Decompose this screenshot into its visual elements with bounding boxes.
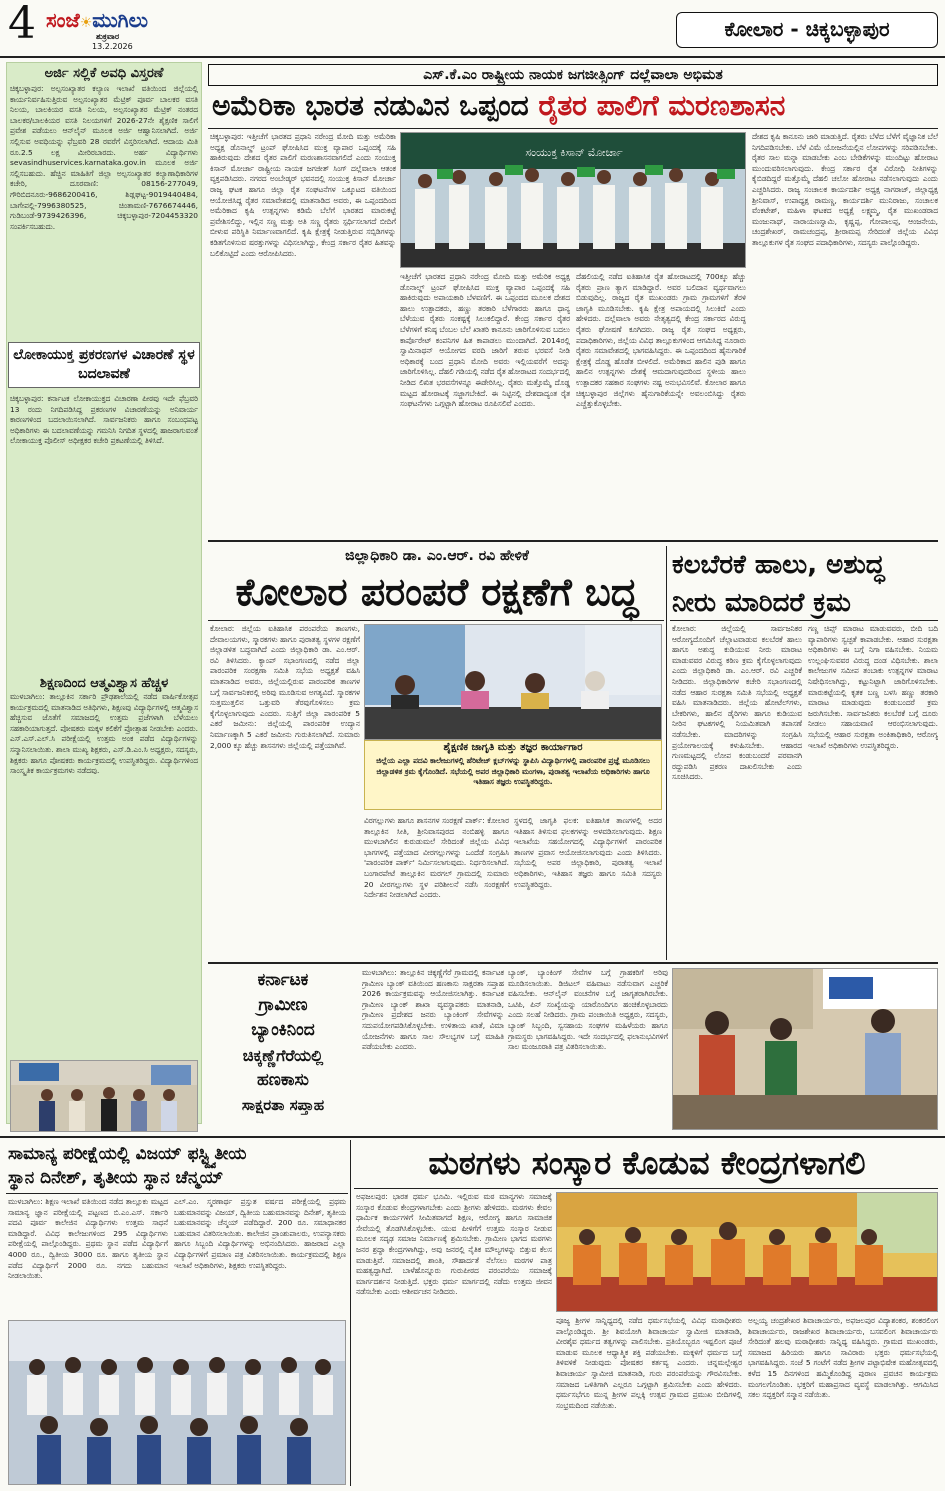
bank-headline-line-3: ಬ್ಯಾಂಕಿನಿಂದ	[251, 1020, 315, 1040]
issue-date: 13.2.2026	[92, 42, 133, 51]
exam-rule	[6, 1193, 348, 1194]
top-col-3: ದೆಹಲಿಯಲ್ಲಿ ನಡೆದ ಐತಿಹಾಸಿಕ ರೈತ ಹೋರಾಟದಲ್ಲಿ 700ಕ್ಕೂ ಹೆಚ್ಚು ರೈತರು ಪ್ರಾಣ ತ್ಯಾಗ ಮಾಡಿದ್ದಾರೆ. ಅವರ ಬಲಿದಾನ ವ್ಯರ್ಥವಾಗಲು ಬಿಡುವುದಿಲ್ಲ. ರಾಜ್ಯದ ರೈತ ಮುಖಂಡರು ಗ್ರಾಮ ಗ್ರಾಮಗಳಿಗೆ ತೆರಳಿ ಜಾಗೃತಿ ಮೂಡಿಸಬೇಕು. ಕೃಷಿ ಕ್ಷೇತ್ರ ಅಪಾಯದಲ್ಲಿ ಸಿಲುಕಿದೆ ಎಂದು ಹೇಳಿದರು. ದಲ್ಲೆವಾಲಾ ಅವರು ನೇತೃತ್ವದಲ್ಲಿ ಕೇಂದ್ರ ಸರ್ಕಾರದ ವಿರುದ್ಧ ರೈತರು ಘೋಷಣೆ ಕೂಗಿದರು. ರಾಜ್ಯ ರೈತ ಸಂಘದ ಅಧ್ಯಕ್ಷರು, ಪದಾಧಿಕಾರಿಗಳು, ಜಿಲ್ಲೆಯ ವಿವಿಧ ತಾಲ್ಲೂಕುಗಳಿಂದ ಆಗಮಿಸಿದ್ದ ನೂರಾರು ರೈತರು ಸಮಾವೇಶದಲ್ಲಿ ಭಾಗವಹಿಸಿದ್ದರು. ಈ ಒಪ್ಪಂದದಿಂದ ಹೈನುಗಾರಿಕೆ ಕ್ಷೇತ್ರಕ್ಕೆ ದೊಡ್ಡ ಹೊಡೆತ ಬೀಳಲಿದೆ. ಅಮೆರಿಕಾದ ಹಾಲಿನ ಪುಡಿ ಹಾಗೂ ಹಾಲಿನ ಉತ್ಪನ್ನಗಳು ದೇಶಕ್ಕೆ ಆಮದಾಗುವುದರಿಂದ ಸ್ಥಳೀಯ ಹಾಲು ಉತ್ಪಾದಕರ ಸಹಕಾರ ಸಂಘಗಳು ನಷ್ಟ ಅನುಭವಿಸಲಿವೆ. ಕೋಲಾರ ಹಾಗೂ ಚಿಕ್ಕಬಳ್ಳಾಪುರ ಜಿಲ್ಲೆಗಳು ಹೈನುಗಾರಿಕೆಯನ್ನೇ ಅವಲಂಬಿಸಿದ್ದು ರೈತರು ಎಚ್ಚೆತ್ತುಕೊಳ್ಳಬೇಕು.	[576, 272, 746, 409]
sun-icon: ☀	[79, 15, 93, 31]
lower-rule	[0, 1136, 945, 1138]
mutt-col-1: ಅಫಜಲಪುರ: ಭಾರತ ಧರ್ಮ ಭೂಮಿ. ಇಲ್ಲಿರುವ ಮಠ ಮಾನ್ಯಗಳು ಸಮಾಜಕ್ಕೆ ಸಂಸ್ಕಾರ ಕೊಡುವ ಕೇಂದ್ರಗಳಾಗಬೇಕು ಎಂದು ಶ್ರೀಗಳು ಹೇಳಿದರು. ಮಠಗಳು ಕೇವಲ ಧಾರ್ಮಿಕ ಕಾರ್ಯಗಳಿಗೆ ಸೀಮಿತವಾಗದೆ ಶಿಕ್ಷಣ, ಆರೋಗ್ಯ ಹಾಗೂ ಸಾಮಾಜಿಕ ಸೇವೆಯಲ್ಲಿ ತೊಡಗಿಸಿಕೊಳ್ಳಬೇಕು. ಯುವ ಪೀಳಿಗೆಗೆ ಉತ್ತಮ ಸಂಸ್ಕಾರ ನೀಡುವ ಮೂಲಕ ಸದೃಢ ಸಮಾಜ ನಿರ್ಮಾಣಕ್ಕೆ ಶ್ರಮಿಸಬೇಕು. ಗ್ರಾಮೀಣ ಭಾಗದ ಮಠಗಳು ಜನರ ಶ್ರದ್ಧಾ ಕೇಂದ್ರಗಳಾಗಿದ್ದು, ಅವು ಜನರಲ್ಲಿ ನೈತಿಕ ಮೌಲ್ಯಗಳನ್ನು ಬಿತ್ತುವ ಕೆಲಸ ಮಾಡುತ್ತಿವೆ. ಸಮಾಜದಲ್ಲಿ ಶಾಂತಿ, ಸೌಹಾರ್ದತೆ ನೆಲೆಸಲು ಮಠಗಳ ಪಾತ್ರ ಮಹತ್ವದ್ದಾಗಿದೆ. ಬಾಳೆಹೊನ್ನೂರು ಗುರುಪೀಠದ ಪರಂಪರೆಯು ಸಮಾಜಕ್ಕೆ ಮಾರ್ಗದರ್ಶನ ನೀಡುತ್ತಿದೆ. ಭಕ್ತರು ಧರ್ಮ ಮಾರ್ಗದಲ್ಲಿ ನಡೆದು ಉತ್ತಮ ಜೀವನ ನಡೆಸಬೇಕು ಎಂದು ಆಶೀರ್ವಚನ ನೀಡಿದರು.	[356, 1192, 552, 1297]
sidebar-photo	[10, 1060, 198, 1132]
bank-photo	[672, 968, 938, 1130]
mutt-col-2: ಪೂಜ್ಯ ಶ್ರೀಗಳ ಸಾನ್ನಿಧ್ಯದಲ್ಲಿ ನಡೆದ ಧರ್ಮಸಭೆಯಲ್ಲಿ ವಿವಿಧ ಮಠಾಧೀಶರು ಪಾಲ್ಗೊಂಡಿದ್ದರು. ಶ್ರೀ ಶಿವಯೋಗಿ ಶಿವಾಚಾರ್ಯ ಸ್ವಾಮೀಜಿ ಮಾತನಾಡಿ, ವೀರಶೈವ ಧರ್ಮದ ತತ್ವಗಳನ್ನು ಪಾಲಿಸಬೇಕು. ಪ್ರತಿಯೊಬ್ಬರೂ ಇಷ್ಟಲಿಂಗ ಪೂಜೆ ಮಾಡುವ ಮೂಲಕ ಆಧ್ಯಾತ್ಮಿಕ ಶಕ್ತಿ ಪಡೆಯಬೇಕು. ಮಕ್ಕಳಿಗೆ ಧರ್ಮದ ಬಗ್ಗೆ ತಿಳಿವಳಿಕೆ ನೀಡುವುದು ಪೋಷಕರ ಕರ್ತವ್ಯ ಎಂದರು. ಚನ್ನಮಲ್ಲೇಶ್ವರ ಶಿವಾಚಾರ್ಯ ಸ್ವಾಮೀಜಿ ಮಾತನಾಡಿ, ಗುರು ಪರಂಪರೆಯನ್ನು ಗೌರವಿಸಬೇಕು. ಸಮಾಜದ ಒಳಿತಿಗಾಗಿ ಎಲ್ಲರೂ ಒಗ್ಗಟ್ಟಾಗಿ ಶ್ರಮಿಸಬೇಕು ಎಂದು ಹೇಳಿದರು. ಧರ್ಮಸಭೆಗೂ ಮುನ್ನ ಶ್ರೀಗಳ ಪಲ್ಲಕ್ಕಿ ಉತ್ಸವ ಗ್ರಾಮದ ಪ್ರಮುಖ ಬೀದಿಗಳಲ್ಲಿ ಸಂಭ್ರಮದಿಂದ ನಡೆಯಿತು.	[556, 1316, 742, 1410]
sidebar-body-3: ಮುಳಬಾಗಿಲು: ತಾಲ್ಲೂಕಿನ ಸರ್ಕಾರಿ ಪ್ರೌಢಶಾಲೆಯಲ್ಲಿ ನಡೆದ ವಾರ್ಷಿಕೋತ್ಸವ ಕಾರ್ಯಕ್ರಮದಲ್ಲಿ ಮಾತನಾಡಿದ ಅತಿಥಿಗಳು, ಶಿಕ್ಷಣವು ವಿದ್ಯಾರ್ಥಿಗಳಲ್ಲಿ ಆತ್ಮವಿಶ್ವಾಸ ಹೆಚ್ಚಿಸುವ ಜೊತೆಗೆ ಸಮಾಜದಲ್ಲಿ ಉತ್ತಮ ಪ್ರಜೆಗಳಾಗಿ ಬೆಳೆಯಲು ಸಹಕಾರಿಯಾಗುತ್ತದೆ. ಪೋಷಕರು ಮಕ್ಕಳ ಕಲಿಕೆಗೆ ಪ್ರೋತ್ಸಾಹ ನೀಡಬೇಕು ಎಂದರು. ಎಸ್.ಎಸ್.ಎಲ್.ಸಿ ಪರೀಕ್ಷೆಯಲ್ಲಿ ಉತ್ತಮ ಅಂಕ ಪಡೆದ ವಿದ್ಯಾರ್ಥಿಗಳನ್ನು ಸನ್ಮಾನಿಸಲಾಯಿತು. ಶಾಲಾ ಮುಖ್ಯ ಶಿಕ್ಷಕರು, ಎಸ್.ಡಿ.ಎಂ.ಸಿ ಅಧ್ಯಕ್ಷರು, ಸದಸ್ಯರು, ಶಿಕ್ಷಕರು ಹಾಗೂ ಪೋಷಕರು ಕಾರ್ಯಕ್ರಮದಲ್ಲಿ ಉಪಸ್ಥಿತರಿದ್ದರು. ವಿದ್ಯಾರ್ಥಿಗಳಿಂದ ಸಾಂಸ್ಕೃತಿಕ ಕಾರ್ಯಕ್ರಮಗಳು ನಡೆದವು.	[10, 692, 198, 776]
kolar-caption-body: ಜಿಲ್ಲೆಯ ಎಲ್ಲಾ ಪದವಿ ಕಾಲೇಜುಗಳಲ್ಲಿ ಹೆರಿಟೇಜ್ ಕ್ಲಬ್‌ಗಳನ್ನು ಸ್ಥಾಪಿಸಿ ವಿದ್ಯಾರ್ಥಿಗಳಲ್ಲಿ ಪಾರಂಪರಿಕ ಪ್ರಜ್ಞೆ ಮೂಡಿಸಲು ಜಿಲ್ಲಾಡಳಿತ ಕ್ರಮ ಕೈಗೊಂಡಿದೆ. ಸಭೆಯಲ್ಲಿ ಅಪರ ಜಿಲ್ಲಾಧಿಕಾರಿ ಮಂಗಳಾ, ಪುರಾತತ್ವ ಇಲಾಖೆಯ ಅಧಿಕಾರಿಗಳು ಹಾಗೂ ಇತಿಹಾಸ ತಜ್ಞರು ಉಪಸ್ಥಿತರಿದ್ದರು.	[376, 756, 650, 787]
top-headline-rule	[208, 128, 938, 129]
students-group-photo	[9, 1321, 346, 1485]
paper-name-red: ಸಂಜೆ	[46, 8, 80, 32]
bank-headline-line-5: ಹಣಕಾಸು	[257, 1070, 309, 1090]
kolar-caption-title: ಶೈಕ್ಷಣಿಕ ಜಾಗೃತಿ ಮತ್ತು ತಜ್ಞರ ಕಾರ್ಯಾಗಾರ	[443, 742, 583, 753]
sidebar-head-2: ಲೋಕಾಯುಕ್ತ ಪ್ರಕರಣಗಳ ವಿಚಾರಣೆ ಸ್ಥಳ ಬದಲಾವಣೆ	[13, 347, 195, 382]
vertical-rule-2	[350, 1140, 351, 1486]
section-label: ಕೋಲಾರ - ಚಿಕ್ಕಬಳ್ಳಾಪುರ	[724, 17, 890, 41]
milk-rule	[670, 620, 938, 621]
exam-headline-2: ಸ್ಥಾನ ದಿನೇಶ್, ತೃತೀಯ ಸ್ಥಾನ ಚೆನ್ಮಯ್	[8, 1168, 224, 1188]
mutt-rule	[354, 1188, 938, 1189]
exam-col-1: ಮುಳಬಾಗಿಲು: ಶಿಕ್ಷಣ ಇಲಾಖೆ ವತಿಯಿಂದ ನಡೆದ ತಾಲ್ಲೂಕು ಮಟ್ಟದ ಸಾಮಾನ್ಯ ಜ್ಞಾನ ಪರೀಕ್ಷೆಯಲ್ಲಿ ಪಟ್ಟಣದ ಬಿ.ಎಂ.ಎಸ್. ಸರ್ಕಾರಿ ಪದವಿ ಪೂರ್ವ ಕಾಲೇಜಿನ ವಿದ್ಯಾರ್ಥಿಗಳು ಉತ್ತಮ ಸಾಧನೆ ಮಾಡಿದ್ದಾರೆ. ವಿವಿಧ ಕಾಲೇಜುಗಳಿಂದ 295 ವಿದ್ಯಾರ್ಥಿಗಳು ಪರೀಕ್ಷೆಯಲ್ಲಿ ಪಾಲ್ಗೊಂಡಿದ್ದರು. ಪ್ರಥಮ ಸ್ಥಾನ ಪಡೆದ ವಿದ್ಯಾರ್ಥಿಗೆ 4000 ರೂ., ದ್ವಿತೀಯ 3000 ರೂ. ಹಾಗೂ ತೃತೀಯ ಸ್ಥಾನ ಪಡೆದ ವಿದ್ಯಾರ್ಥಿಗೆ 2000 ರೂ. ನಗದು ಬಹುಮಾನ ನೀಡಲಾಯಿತು.	[8, 1197, 168, 1281]
sidebar-head-1: ಅರ್ಜಿ ಸಲ್ಲಿಕೆ ಅವಧಿ ವಿಸ್ತರಣೆ	[44, 66, 164, 81]
mutt-photo	[556, 1192, 938, 1312]
page-number: 4	[8, 0, 36, 49]
bank-headline-line-6: ಸಾಕ್ಷರತಾ ಸಪ್ತಾಹ	[241, 1096, 325, 1114]
exam-photo	[8, 1320, 346, 1485]
top-col-4: ದೇಶದ ಕೃಷಿ ಕಾನೂನು ಜಾರಿ ಮಾಡುತ್ತಿದೆ. ರೈತರು ಬೆಳೆದ ಬೆಳೆಗೆ ವೈಜ್ಞಾನಿಕ ಬೆಲೆ ನಿಗದಿಪಡಿಸಬೇಕು. ಬೆಳೆ ವಿಮೆ ಯೋಜನೆಯಲ್ಲಿನ ಲೋಪಗಳನ್ನು ಸರಿಪಡಿಸಬೇಕು. ರೈತರ ಸಾಲ ಮನ್ನಾ ಮಾಡಬೇಕು ಎಂಬ ಬೇಡಿಕೆಗಳನ್ನು ಮುಂದಿಟ್ಟು ಹೋರಾಟ ಮುಂದುವರಿಸಲಾಗುವುದು. ಕೇಂದ್ರ ಸರ್ಕಾರ ರೈತ ವಿರೋಧಿ ನೀತಿಗಳನ್ನು ಕೈಬಿಡದಿದ್ದರೆ ಮತ್ತೊಮ್ಮೆ ದೆಹಲಿ ಚಲೋ ಹೋರಾಟ ನಡೆಸಲಾಗುವುದು ಎಂದು ಎಚ್ಚರಿಸಿದರು. ರಾಜ್ಯ ಸಂಚಾಲಕ ಕಾರ್ಯದರ್ಶಿ ಅಧ್ಯಕ್ಷ ನಾಗರಾಜ್, ಜಿಲ್ಲಾಧ್ಯಕ್ಷ ಶ್ರೀನಿವಾಸ್, ಉಪಾಧ್ಯಕ್ಷ ರಾಮಣ್ಣ, ಕಾರ್ಯದರ್ಶಿ ಮುನಿರಾಜು, ಸಂಚಾಲಕ ವೆಂಕಟೇಶ್, ಮಹಿಳಾ ಘಟಕದ ಅಧ್ಯಕ್ಷೆ ಲಕ್ಷ್ಮಮ್ಮ, ರೈತ ಮುಖಂಡರಾದ ಮಂಜುನಾಥ್, ನಾರಾಯಣಸ್ವಾಮಿ, ಕೃಷ್ಣಪ್ಪ, ಗೋಪಾಲಪ್ಪ, ಆಂಜನೇಯ, ಚಂದ್ರಶೇಖರ್, ರಾಮಚಂದ್ರಪ್ಪ, ಶ್ರೀರಾಮಪ್ಪ ಸೇರಿದಂತೆ ಜಿಲ್ಲೆಯ ವಿವಿಧ ತಾಲ್ಲೂಕುಗಳ ರೈತ ಸಂಘದ ಪದಾಧಿಕಾರಿಗಳು, ಸದಸ್ಯರು ಪಾಲ್ಗೊಂಡಿದ್ದರು.	[752, 132, 938, 247]
bank-col-2: ಬ್ಯಾಂಕ್, ಬ್ಯಾಂಕಿಂಗ್ ಸೇವೆಗಳ ಬಗ್ಗೆ ಗ್ರಾಹಕರಿಗೆ ಅರಿವು ಮೂಡಿಸಲಾಯಿತು. ಡಿಜಿಟಲ್ ವಹಿವಾಟು ನಡೆಸುವಾಗ ಎಚ್ಚರಿಕೆ ವಹಿಸಬೇಕು. ಆನ್‌ಲೈನ್ ವಂಚನೆಗಳ ಬಗ್ಗೆ ಜಾಗೃತರಾಗಿರಬೇಕು. ಒಟಿಪಿ, ಪಿನ್ ಸಂಖ್ಯೆಯನ್ನು ಯಾರೊಂದಿಗೂ ಹಂಚಿಕೊಳ್ಳಬಾರದು ಎಂದು ಸಲಹೆ ನೀಡಿದರು. ಗ್ರಾಮ ಪಂಚಾಯಿತಿ ಅಧ್ಯಕ್ಷರು, ಸದಸ್ಯರು, ಬ್ಯಾಂಕ್ ಸಿಬ್ಬಂದಿ, ಸ್ವಸಹಾಯ ಸಂಘಗಳ ಮಹಿಳೆಯರು ಹಾಗೂ ಗ್ರಾಮಸ್ಥರು ಭಾಗವಹಿಸಿದ್ದರು. ಇದೇ ಸಂದರ್ಭದಲ್ಲಿ ಫಲಾನುಭವಿಗಳಿಗೆ ಸಾಲ ಮಂಜೂರಾತಿ ಪತ್ರ ವಿತರಿಸಲಾಯಿತು.	[508, 968, 668, 1052]
banner-text: ಸಂಯುಕ್ತ ಕಿಸಾನ್ ಮೋರ್ಚಾ	[525, 147, 623, 159]
bank-col-1: ಮುಳಬಾಗಿಲು: ತಾಲ್ಲೂಕಿನ ಚಿಕ್ಕಣ್ಣೆಗೆರೆ ಗ್ರಾಮದಲ್ಲಿ ಕರ್ನಾಟಕ ಗ್ರಾಮೀಣ ಬ್ಯಾಂಕ್ ವತಿಯಿಂದ ಹಣಕಾಸು ಸಾಕ್ಷರತಾ ಸಪ್ತಾಹ 2026 ಕಾರ್ಯಕ್ರಮವನ್ನು ಆಯೋಜಿಸಲಾಗಿತ್ತು. ಕರ್ನಾಟಕ ಗ್ರಾಮೀಣ ಬ್ಯಾಂಕ್ ಶಾಖಾ ವ್ಯವಸ್ಥಾಪಕರು ಮಾತನಾಡಿ, ಗ್ರಾಮೀಣ ಪ್ರದೇಶದ ಜನರು ಬ್ಯಾಂಕಿಂಗ್ ಸೇವೆಗಳನ್ನು ಸದುಪಯೋಗಪಡಿಸಿಕೊಳ್ಳಬೇಕು. ಉಳಿತಾಯ ಖಾತೆ, ವಿಮಾ ಯೋಜನೆಗಳು ಹಾಗೂ ಸಾಲ ಸೌಲಭ್ಯಗಳ ಬಗ್ಗೆ ಮಾಹಿತಿ ಪಡೆಯಬೇಕು ಎಂದರು.	[362, 968, 504, 1052]
exam-col-2: ಎಲ್.ಎಂ. ಸ್ಮರಣಾರ್ಥ ಪ್ರಸ್ತುತ ವರ್ಷದ ಪರೀಕ್ಷೆಯಲ್ಲಿ ಪ್ರಥಮ ಬಹುಮಾನವನ್ನು ವಿಜಯ್, ದ್ವಿತೀಯ ಬಹುಮಾನವನ್ನು ದಿನೇಶ್, ತೃತೀಯ ಬಹುಮಾನವನ್ನು ಚೆನ್ಮಯ್ ಪಡೆದಿದ್ದಾರೆ. 200 ರೂ. ಸಮಾಧಾನಕರ ಬಹುಮಾನ ವಿತರಿಸಲಾಯಿತು. ಕಾಲೇಜಿನ ಪ್ರಾಂಶುಪಾಲರು, ಉಪನ್ಯಾಸಕರು ಹಾಗೂ ಸಿಬ್ಬಂದಿ ವಿದ್ಯಾರ್ಥಿಗಳನ್ನು ಅಭಿನಂದಿಸಿದರು. ಹಾಜರಾದ ಎಲ್ಲಾ ವಿದ್ಯಾರ್ಥಿಗಳಿಗೆ ಪ್ರಮಾಣ ಪತ್ರ ವಿತರಿಸಲಾಯಿತು. ಕಾರ್ಯಕ್ರಮದಲ್ಲಿ ಶಿಕ್ಷಣ ಇಲಾಖೆ ಅಧಿಕಾರಿಗಳು, ಶಿಕ್ಷಕರು ಉಪಸ್ಥಿತರಿದ್ದರು.	[174, 1197, 346, 1270]
milk-col-1: ಕೋಲಾರ: ಜಿಲ್ಲೆಯಲ್ಲಿ ಸಾರ್ವಜನಿಕರ ಆರೋಗ್ಯದೊಂದಿಗೆ ಚೆಲ್ಲಾಟವಾಡುವ ಕಲಬೆರಕೆ ಹಾಲು ಹಾಗೂ ಅಶುದ್ಧ ಕುಡಿಯುವ ನೀರು ಮಾರಾಟ ಮಾಡುವವರ ವಿರುದ್ಧ ಕಠಿಣ ಕ್ರಮ ಕೈಗೊಳ್ಳಲಾಗುವುದು ಎಂದು ಜಿಲ್ಲಾಧಿಕಾರಿ ಡಾ. ಎಂ.ಆರ್. ರವಿ ಎಚ್ಚರಿಕೆ ನೀಡಿದರು. ಜಿಲ್ಲಾಧಿಕಾರಿಗಳ ಕಚೇರಿ ಸಭಾಂಗಣದಲ್ಲಿ ನಡೆದ ಆಹಾರ ಸುರಕ್ಷತಾ ಸಮಿತಿ ಸಭೆಯಲ್ಲಿ ಅಧ್ಯಕ್ಷತೆ ವಹಿಸಿ ಮಾತನಾಡಿದರು. ಜಿಲ್ಲೆಯ ಹೋಟೆಲ್‌ಗಳು, ಬೇಕರಿಗಳು, ಹಾಲಿನ ಡೈರಿಗಳು ಹಾಗೂ ಕುಡಿಯುವ ನೀರಿನ ಘಟಕಗಳಲ್ಲಿ ನಿಯಮಿತವಾಗಿ ತಪಾಸಣೆ ನಡೆಸಬೇಕು. ಮಾದರಿಗಳನ್ನು ಸಂಗ್ರಹಿಸಿ ಪ್ರಯೋಗಾಲಯಕ್ಕೆ ಕಳುಹಿಸಬೇಕು. ಆಹಾರದ ಗುಣಮಟ್ಟದಲ್ಲಿ ಲೋಪ ಕಂಡುಬಂದರೆ ಪರವಾನಗಿ ರದ್ದುಪಡಿಸಿ ಪ್ರಕರಣ ದಾಖಲಿಸಬೇಕು ಎಂದು ಸೂಚಿಸಿದರು.	[672, 624, 802, 782]
bank-event-photo	[673, 969, 938, 1130]
meeting-photo	[365, 625, 662, 740]
bank-headline	[208, 968, 358, 1118]
mutt-col-3: ಅಲ್ಲಯ್ಯ ಚಂದ್ರಶೇಖರ ಶಿವಾಚಾರ್ಯರು, ಅಫಜಲಪುರ ವಿದ್ಯಾಶಂಕರ, ಶಂಕರಲಿಂಗ ಶಿವಾಚಾರ್ಯರು, ರಾಜಶೇಖರ ಶಿವಾಚಾರ್ಯರು, ಬಸವಲಿಂಗ ಶಿವಾಚಾರ್ಯರು ಸೇರಿದಂತೆ ಹಲವು ಮಠಾಧೀಶರು ಸಾನ್ನಿಧ್ಯ ವಹಿಸಿದ್ದರು. ಗ್ರಾಮದ ಮುಖಂಡರು, ಸಮಾಜದ ಹಿರಿಯರು ಹಾಗೂ ಸಾವಿರಾರು ಭಕ್ತರು ಧರ್ಮಸಭೆಯಲ್ಲಿ ಭಾಗವಹಿಸಿದ್ದರು. ಸಂಜೆ 5 ಗಂಟೆಗೆ ನಡೆದ ಶ್ರೀಗಳ ಪಟ್ಟಾಭಿಷೇಕ ಮಹೋತ್ಸವದಲ್ಲಿ ಕಳೆದ 15 ದಿನಗಳಿಂದ ಹಮ್ಮಿಕೊಂಡಿದ್ದ ಪುರಾಣ ಪ್ರವಚನ ಕಾರ್ಯಕ್ರಮ ಮಂಗಲಗೊಂಡಿತು. ಭಕ್ತರಿಗೆ ಮಹಾಪ್ರಸಾದ ವ್ಯವಸ್ಥೆ ಮಾಡಲಾಗಿತ್ತು. ಆಗಮಿಸಿದ ಸಕಲ ಸದ್ಭಕ್ತರಿಗೆ ಸನ್ಮಾನ ನಡೆಯಿತು.	[748, 1316, 938, 1400]
vertical-rule-1	[666, 546, 667, 960]
masthead	[0, 0, 945, 56]
mid-rule	[208, 540, 938, 542]
kolar-photo	[364, 624, 662, 740]
exam-headline-1: ಸಾಮಾನ್ಯ ಪರೀಕ್ಷೆಯಲ್ಲಿ ವಿಜಯ್ ಫಸ್ಟ್ದ್ವಿತೀಯ	[8, 1144, 247, 1164]
issue-day: ಶುಕ್ರವಾರ	[96, 32, 120, 41]
mutt-headline: ಮಠಗಳು ಸಂಸ್ಕಾರ ಕೊಡುವ ಕೇಂದ್ರಗಳಾಗಲಿ	[428, 1144, 866, 1182]
mid-rule-2	[208, 962, 938, 964]
paper-name-blue: ಮುಗಿಲು	[92, 8, 148, 32]
farmers-rally-photo	[401, 133, 746, 268]
milk-col-2: ಗಣ್ಣ ಚಿಪ್ಸ್ ಮಾರಾಟ ಮಾಡುವವರು, ಬೀದಿ ಬದಿ ವ್ಯಾಪಾರಿಗಳು ಸ್ವಚ್ಛತೆ ಕಾಪಾಡಬೇಕು. ಆಹಾರ ಸುರಕ್ಷತಾ ಅಧಿಕಾರಿಗಳು ಈ ಬಗ್ಗೆ ನಿಗಾ ವಹಿಸಬೇಕು. ನಿಯಮ ಉಲ್ಲಂಘಿಸುವವರ ವಿರುದ್ಧ ದಂಡ ವಿಧಿಸಬೇಕು. ಶಾಲಾ ಕಾಲೇಜುಗಳ ಸಮೀಪ ತಂಬಾಕು ಉತ್ಪನ್ನಗಳ ಮಾರಾಟ ನಿಷೇಧಿಸಲಾಗಿದ್ದು, ಕಟ್ಟುನಿಟ್ಟಾಗಿ ಜಾರಿಗೊಳಿಸಬೇಕು. ಮಾರುಕಟ್ಟೆಯಲ್ಲಿ ಕೃತಕ ಬಣ್ಣ ಬಳಸಿ ಹಣ್ಣು ತರಕಾರಿ ಮಾರಾಟ ಮಾಡುವುದು ಕಂಡುಬಂದರೆ ಕ್ರಮ ಜರುಗಿಸಬೇಕು. ಸಾರ್ವಜನಿಕರು ಕಲಬೆರಕೆ ಬಗ್ಗೆ ದೂರು ನೀಡಲು ಸಹಾಯವಾಣಿ ಆರಂಭಿಸಲಾಗುವುದು. ಸಭೆಯಲ್ಲಿ ಆಹಾರ ಸುರಕ್ಷತಾ ಅಂಕಿತಾಧಿಕಾರಿ, ಆರೋಗ್ಯ ಇಲಾಖೆ ಅಧಿಕಾರಿಗಳು ಉಪಸ್ಥಿತರಿದ್ದರು.	[808, 624, 938, 750]
top-headline	[212, 86, 938, 126]
section-tag	[676, 12, 938, 48]
sidebar-head-3: ಶಿಕ್ಷಣದಿಂದ ಆತ್ಮವಿಶ್ವಾಸ ಹೆಚ್ಚಳ	[39, 676, 169, 691]
sidebar-body-1: ಚಿಕ್ಕಬಳ್ಳಾಪುರ: ಅಲ್ಪಸಂಖ್ಯಾತರ ಕಲ್ಯಾಣ ಇಲಾಖೆ ವತಿಯಿಂದ ಜಿಲ್ಲೆಯಲ್ಲಿ ಕಾರ್ಯನಿರ್ವಹಿಸುತ್ತಿರುವ ಅಲ್ಪಸಂಖ್ಯಾತರ ಮೆಟ್ರಿಕ್ ಪೂರ್ವ ಬಾಲಕರ ವಸತಿ ನಿಲಯ, ಬಾಲಕಿಯರ ವಸತಿ ನಿಲಯ, ಅಲ್ಪಸಂಖ್ಯಾತರ ಮೆಟ್ರಿಕ್ ನಂತರದ ಬಾಲಕರ/ಬಾಲಕಿಯರ ವಸತಿ ನಿಲಯಗಳಿಗೆ 2026-27ನೇ ಶೈಕ್ಷಣಿಕ ಸಾಲಿಗೆ ಪ್ರವೇಶ ಪಡೆಯಲು ಆನ್‌ಲೈನ್ ಮೂಲಕ ಅರ್ಜಿ ಆಹ್ವಾನಿಸಲಾಗಿದೆ. ಅರ್ಜಿ ಸಲ್ಲಿಸುವ ಅವಧಿಯನ್ನು ಫೆಬ್ರವರಿ 28 ರವರೆಗೆ ವಿಸ್ತರಿಸಲಾಗಿದೆ. ಆದಾಯ ಮಿತಿ ರೂ.2.5 ಲಕ್ಷ ಮೀರಿರಬಾರದು. ಅರ್ಹ ವಿದ್ಯಾರ್ಥಿಗಳು sevasindhuservices.karnataka.gov.in ಮೂಲಕ ಅರ್ಜಿ ಸಲ್ಲಿಸಬಹುದು. ಹೆಚ್ಚಿನ ಮಾಹಿತಿಗೆ ಜಿಲ್ಲಾ ಅಲ್ಪಸಂಖ್ಯಾತರ ಕಲ್ಯಾಣಾಧಿಕಾರಿಗಳ ಕಚೇರಿ, ದೂರವಾಣಿ: 08156-277049, ಗೌರಿಬಿದನೂರು-9686200416, ಶಿಡ್ಲಘಟ್ಟ-9019440484, ಬಾಗೇಪಲ್ಲಿ-7996380525, ಚಿಂತಾಮಣಿ-7676674446, ಗುಡಿಬಂಡೆ-9739426396, ಚಿಕ್ಕಬಳ್ಳಾಪುರ-7204453320 ಸಂಪರ್ಕಿಸಬಹುದು.	[10, 84, 198, 231]
kolar-headline: ಕೋಲಾರ ಪರಂಪರೆ ರಕ್ಷಣೆಗೆ ಬದ್ಧ	[235, 570, 639, 614]
milk-headline-2: ನೀರು ಮಾರಿದರೆ ಕ್ರಮ	[672, 588, 851, 618]
top-headline-black: ಅಮೆರಿಕಾ ಭಾರತ ನಡುವಿನ ಒಪ್ಪಂದ	[212, 89, 529, 122]
kolar-col-1: ಕೋಲಾರ: ಜಿಲ್ಲೆಯ ಐತಿಹಾಸಿಕ ಪರಂಪರೆಯ ತಾಣಗಳು, ದೇವಾಲಯಗಳು, ಸ್ಮಾರಕಗಳು ಹಾಗೂ ಪುರಾತತ್ವ ಸ್ಥಳಗಳ ರಕ್ಷಣೆಗೆ ಜಿಲ್ಲಾಡಳಿತ ಬದ್ಧವಾಗಿದೆ ಎಂದು ಜಿಲ್ಲಾಧಿಕಾರಿ ಡಾ. ಎಂ.ಆರ್. ರವಿ ತಿಳಿಸಿದರು. ಕ್ಯಾಂಪ್ ಸಭಾಂಗಣದಲ್ಲಿ ನಡೆದ ಜಿಲ್ಲಾ ಪಾರಂಪರಿಕ ಸಂರಕ್ಷಣಾ ಸಮಿತಿ ಸಭೆಯ ಅಧ್ಯಕ್ಷತೆ ವಹಿಸಿ ಮಾತನಾಡಿದ ಅವರು, ಜಿಲ್ಲೆಯಲ್ಲಿರುವ ಪಾರಂಪರಿಕ ತಾಣಗಳ ಬಗ್ಗೆ ಸಾರ್ವಜನಿಕರಲ್ಲಿ ಅರಿವು ಮೂಡಿಸುವ ಅಗತ್ಯವಿದೆ. ಸ್ಮಾರಕಗಳ ಸುತ್ತಮುತ್ತಲಿನ ಒತ್ತುವರಿ ತೆರವುಗೊಳಿಸಲು ಕ್ರಮ ಕೈಗೊಳ್ಳಲಾಗುವುದು ಎಂದರು. ಸುತ್ತಿಗೆ ಜಿಲ್ಲಾ ಪಾರಂಪರಿಕ 5 ಎಕರೆ ಜಮೀನು: ಜಿಲ್ಲೆಯಲ್ಲಿ ಪಾರಂಪರಿಕ ಉದ್ಯಾನ ನಿರ್ಮಾಣಕ್ಕಾಗಿ 5 ಎಕರೆ ಜಮೀನು ಗುರುತಿಸಲಾಗಿದೆ. ಸುಮಾರು 2,000 ಕ್ಕೂ ಹೆಚ್ಚು ಶಾಸನಗಳು ಜಿಲ್ಲೆಯಲ್ಲಿ ಪತ್ತೆಯಾಗಿವೆ.	[210, 624, 360, 750]
kolar-rule	[208, 620, 664, 621]
top-col-2: ಇತ್ತೀಚೆಗೆ ಭಾರತದ ಪ್ರಧಾನಿ ನರೇಂದ್ರ ಮೋದಿ ಮತ್ತು ಅಮೆರಿಕ ಅಧ್ಯಕ್ಷ ಡೊನಾಲ್ಡ್ ಟ್ರಂಪ್ ಘೋಷಿಸಿದ ಮುಕ್ತ ವ್ಯಾಪಾರ ಒಪ್ಪಂದಕ್ಕೆ ಸಹಿ ಹಾಕಿರುವುದು ಅಪಾಯಕಾರಿ ಬೆಳವಣಿಗೆ. ಈ ಒಪ್ಪಂದದ ಮೂಲಕ ದೇಶದ ಹಾಲು ಉತ್ಪಾದಕರು, ಹಣ್ಣು ತರಕಾರಿ ಬೆಳೆಗಾರರು ಹಾಗೂ ಧಾನ್ಯ ಬೆಳೆಯುವ ರೈತರು ಸಂಕಷ್ಟಕ್ಕೆ ಸಿಲುಕಲಿದ್ದಾರೆ. ಕೇಂದ್ರ ಸರ್ಕಾರ ರೈತರ ಬೆಳೆಗಳಿಗೆ ಕನಿಷ್ಠ ಬೆಂಬಲ ಬೆಲೆ ಖಾತರಿ ಕಾನೂನು ಜಾರಿಗೊಳಿಸುವ ಬದಲು ಕಾರ್ಪೊರೇಟ್ ಕಂಪನಿಗಳ ಹಿತ ಕಾಪಾಡಲು ಮುಂದಾಗಿದೆ. 2014ರಲ್ಲಿ ಸ್ವಾಮಿನಾಥನ್ ಆಯೋಗದ ವರದಿ ಜಾರಿಗೆ ತರುವ ಭರವಸೆ ನೀಡಿ ಅಧಿಕಾರಕ್ಕೆ ಬಂದ ಪ್ರಧಾನಿ ಮೋದಿ ಅವರು ಇಲ್ಲಿಯವರೆಗೆ ಅದನ್ನು ಜಾರಿಗೊಳಿಸಿಲ್ಲ. ದೆಹಲಿ ಗಡಿಯಲ್ಲಿ ನಡೆದ ರೈತ ಹೋರಾಟದ ಸಂದರ್ಭದಲ್ಲಿ ನೀಡಿದ ಲಿಖಿತ ಭರವಸೆಗಳನ್ನೂ ಈಡೇರಿಸಿಲ್ಲ. ರೈತರು ಮತ್ತೊಮ್ಮೆ ದೊಡ್ಡ ಮಟ್ಟದ ಹೋರಾಟಕ್ಕೆ ಸಜ್ಜಾಗಬೇಕಿದೆ. ಈ ನಿಟ್ಟಿನಲ್ಲಿ ದೇಶದಾದ್ಯಂತ ರೈತ ಸಂಘಟನೆಗಳು ಒಗ್ಗಟ್ಟಾಗಿ ಹೋರಾಟ ರೂಪಿಸಲಿವೆ ಎಂದರು.	[400, 272, 570, 409]
top-col-1: ಚಿಕ್ಕಬಳ್ಳಾಪುರ: ಇತ್ತೀಚೆಗೆ ಭಾರತದ ಪ್ರಧಾನಿ ನರೇಂದ್ರ ಮೋದಿ ಮತ್ತು ಅಮೆರಿಕಾ ಅಧ್ಯಕ್ಷ ಡೊನಾಲ್ಡ್ ಟ್ರಂಪ್ ಘೋಷಿಸಿದ ಮುಕ್ತ ವ್ಯಾಪಾರ ಒಪ್ಪಂದಕ್ಕೆ ಸಹಿ ಹಾಕಿರುವುದು ದೇಶದ ರೈತರ ಪಾಲಿಗೆ ಮರಣಶಾಸನವಾಗಲಿದೆ ಎಂದು ಸಂಯುಕ್ತ ಕಿಸಾನ್ ಮೋರ್ಚಾ ರಾಷ್ಟ್ರೀಯ ನಾಯಕ ಜಗಜೀತ್ ಸಿಂಗ್ ದಲ್ಲೆವಾಲಾ ಆತಂಕ ವ್ಯಕ್ತಪಡಿಸಿದರು. ನಗರದ ಅಂಬೇಡ್ಕರ್ ಭವನದಲ್ಲಿ ಸಂಯುಕ್ತ ಕಿಸಾನ್ ಮೋರ್ಚಾ ರಾಜ್ಯ ಘಟಕ ಹಾಗೂ ಜಿಲ್ಲಾ ರೈತ ಸಂಘಟನೆಗಳ ಒಕ್ಕೂಟದ ವತಿಯಿಂದ ಆಯೋಜಿಸಿದ್ದ ರೈತರ ಸಮಾವೇಶದಲ್ಲಿ ಮಾತನಾಡಿದ ಅವರು, ಈ ಒಪ್ಪಂದದಿಂದ ಅಮೆರಿಕಾದ ಕೃಷಿ ಉತ್ಪನ್ನಗಳು ಕಡಿಮೆ ಬೆಲೆಗೆ ಭಾರತದ ಮಾರುಕಟ್ಟೆ ಪ್ರವೇಶಿಸಲಿದ್ದು, ಇಲ್ಲಿನ ಸಣ್ಣ ಮತ್ತು ಅತಿ ಸಣ್ಣ ರೈತರು ಸ್ಪರ್ಧಿಸಲಾಗದೆ ಬೀದಿಗೆ ಬೀಳುವ ಪರಿಸ್ಥಿತಿ ನಿರ್ಮಾಣವಾಗಲಿದೆ. ಕೃಷಿ ಕ್ಷೇತ್ರಕ್ಕೆ ನೀಡುತ್ತಿರುವ ಸಬ್ಸಿಡಿಗಳನ್ನು ಕಡಿತಗೊಳಿಸುವ ಷರತ್ತುಗಳನ್ನು ವಿಧಿಸಲಾಗಿದ್ದು, ಕೇಂದ್ರ ಸರ್ಕಾರ ರೈತರ ಹಿತವನ್ನು ಬಲಿಕೊಟ್ಟಿದೆ ಎಂದು ಆರೋಪಿಸಿದರು.	[210, 132, 396, 258]
top-kicker: ಎಸ್.ಕೆ.ಎಂ ರಾಷ್ಟ್ರೀಯ ನಾಯಕ ಜಗಜೀತ್ಸಿಂಗ್ ದಲ್ಲೆವಾಲಾ ಅಭಿಮತ	[423, 67, 723, 83]
top-photo	[400, 132, 746, 268]
kolar-col-3: ಸ್ಥಳದಲ್ಲಿ ಜಾಗೃತಿ ಫಲಕ: ಐತಿಹಾಸಿಕ ತಾಣಗಳಲ್ಲಿ ಅದರ ಇತಿಹಾಸ ತಿಳಿಸುವ ಫಲಕಗಳನ್ನು ಅಳವಡಿಸಲಾಗುವುದು. ಶಿಕ್ಷಣ ಇಲಾಖೆಯ ಸಹಯೋಗದಲ್ಲಿ ವಿದ್ಯಾರ್ಥಿಗಳಿಗೆ ಪಾರಂಪರಿಕ ತಾಣಗಳ ಪ್ರವಾಸ ಆಯೋಜಿಸಲಾಗುವುದು ಎಂದು ತಿಳಿಸಿದರು. ಸಭೆಯಲ್ಲಿ ಅಪರ ಜಿಲ್ಲಾಧಿಕಾರಿ, ಪುರಾತತ್ವ ಇಲಾಖೆ ಅಧಿಕಾರಿಗಳು, ಇತಿಹಾಸ ತಜ್ಞರು ಹಾಗೂ ಸಮಿತಿ ಸದಸ್ಯರು ಉಪಸ್ಥಿತರಿದ್ದರು.	[514, 816, 662, 889]
religious-gathering-photo	[557, 1193, 938, 1312]
bank-headline-line-4: ಚಿಕ್ಕಣ್ಣೆಗೆರೆಯಲ್ಲಿ	[242, 1046, 324, 1065]
sidebar-body-2: ಚಿಕ್ಕಬಳ್ಳಾಪುರ: ಕರ್ನಾಟಕ ಲೋಕಾಯುಕ್ತದ ವಿಚಾರಣಾ ಪೀಠವು ಇದೇ ಫೆಬ್ರವರಿ 13 ರಂದು ನಿಗದಿಪಡಿಸಿದ್ದ ಪ್ರಕರಣಗಳ ವಿಚಾರಣೆಯನ್ನು ಅನಿವಾರ್ಯ ಕಾರಣಗಳಿಂದ ಬದಲಾಯಿಸಲಾಗಿದೆ. ಸಾರ್ವಜನಿಕರು ಹಾಗೂ ಸಂಬಂಧಪಟ್ಟ ಅಧಿಕಾರಿಗಳು ಈ ಬದಲಾವಣೆಯನ್ನು ಗಮನಿಸಿ ನಿಗದಿತ ಸ್ಥಳದಲ್ಲಿ ಹಾಜರಾಗುವಂತೆ ಲೋಕಾಯುಕ್ತ ಪೊಲೀಸ್ ಅಧೀಕ್ಷಕರ ಕಚೇರಿ ಪ್ರಕಟಣೆಯಲ್ಲಿ ತಿಳಿಸಿದೆ.	[10, 394, 198, 446]
masthead-rule	[0, 56, 945, 58]
kolar-col-2: ವಿರಗಲ್ಲುಗಳು ಹಾಗೂ ಶಾಸನಗಳ ಸಂರಕ್ಷಣೆ ಪಾರ್ಕ್: ಕೋಲಾರ ತಾಲ್ಲೂಕಿನ ಸೀತಿ, ಶ್ರೀನಿವಾಸಪುರದ ನಂಬಿಹಳ್ಳಿ ಹಾಗೂ ಮುಳಬಾಗಿಲಿನ ಕುರುಡುಮಲೆ ಸೇರಿದಂತೆ ಜಿಲ್ಲೆಯ ವಿವಿಧ ಭಾಗಗಳಲ್ಲಿ ಪತ್ತೆಯಾದ ವೀರಗಲ್ಲುಗಳನ್ನು ಒಂದೆಡೆ ಸಂಗ್ರಹಿಸಿ 'ಪಾರಂಪರಿಕ ಪಾರ್ಕ್' ನಿರ್ಮಿಸಲಾಗುವುದು. ನಿರ್ಧರಿಸಲಾಗಿದೆ. ಬಂಗಾರಪೇಟೆ ತಾಲ್ಲೂಕಿನ ಮರಗಲ್ ಗ್ರಾಮದಲ್ಲಿ ಸುಮಾರು 20 ವೀರಗಲ್ಲುಗಳು ಸ್ಥಳ ಪರಿಶೀಲನೆ ನಡೆಸಿ ಸಂರಕ್ಷಣೆಗೆ ನಿರ್ದೇಶನ ನೀಡಲಾಗಿದೆ ಎಂದರು.	[364, 816, 509, 900]
kolar-kicker: ಜಿಲ್ಲಾಧಿಕಾರಿ ಡಾ. ಎಂ.ಆರ್. ರವಿ ಹೇಳಿಕೆ	[345, 548, 529, 564]
top-headline-red: ರೈತರ ಪಾಲಿಗೆ ಮರಣಶಾಸನ	[538, 89, 786, 122]
paper-logo	[46, 8, 148, 32]
bank-headline-line-1: ಕರ್ನಾಟಕ	[257, 970, 309, 990]
bank-headline-line-2: ಗ್ರಾಮೀಣ	[258, 995, 308, 1015]
milk-headline-1: ಕಲಬೆರಕೆ ಹಾಲು, ಅಶುದ್ಧ	[672, 550, 885, 580]
sidebar-photo-art	[11, 1061, 198, 1132]
